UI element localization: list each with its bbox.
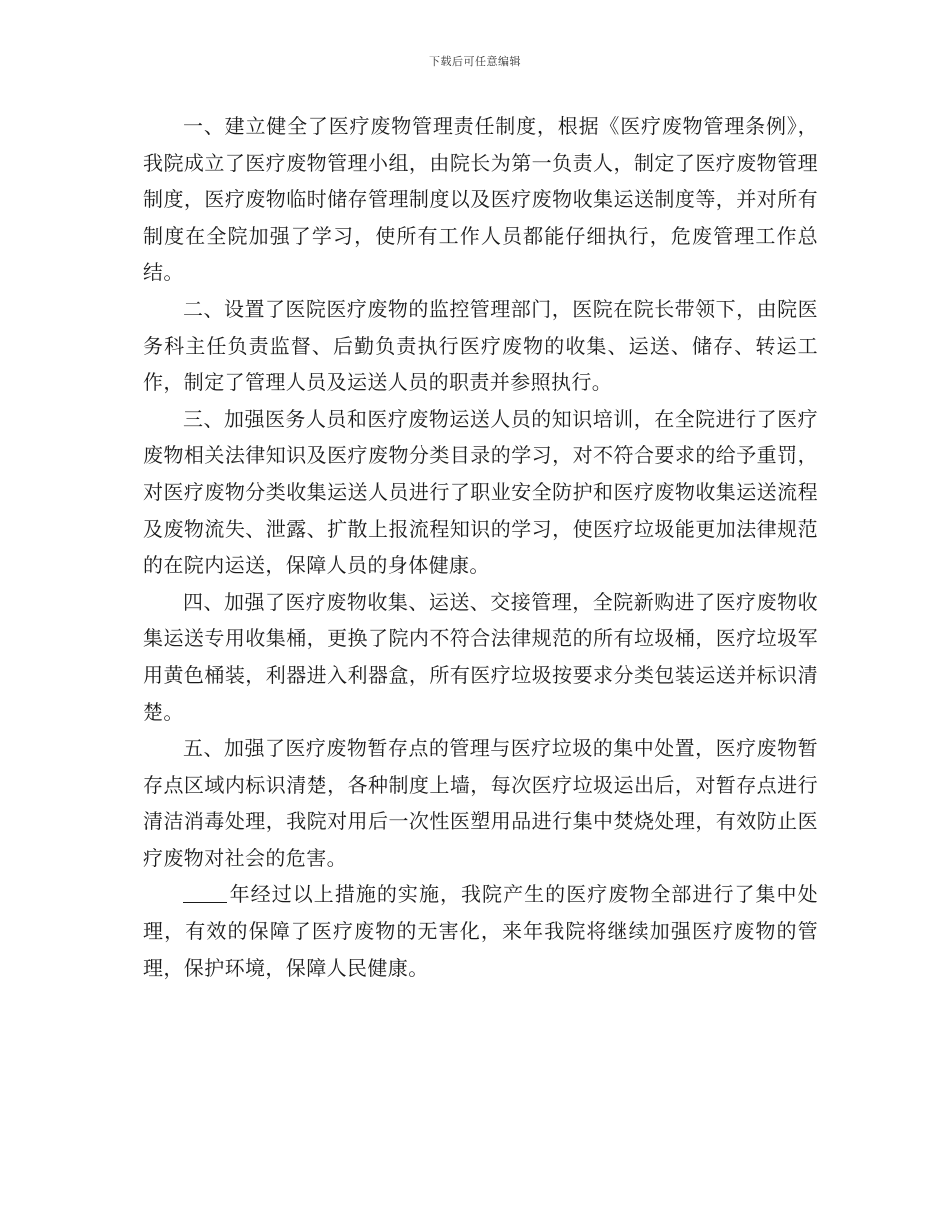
header-note: 下载后可任意编辑	[429, 55, 521, 68]
document-body	[143, 108, 818, 986]
paragraph-4: 四、加强了医疗废物收集、运送、交接管理，全院新购进了医疗废物收集运送专用收集桶，更换了院内不符合法律规范的所有垃圾桶，医疗垃圾军用黄色桶装，利器进入利器盒，所有医疗垃圾按要求分类包装运送并标识清楚。	[143, 589, 818, 724]
closing-text: 年经过以上措施的实施，我院产生的医疗废物全部进行了集中处理，有效的保障了医疗废物的无害化，来年我院将继续加强医疗废物的管理，保护环境，保障人民健康。	[143, 882, 818, 980]
paragraph-2: 二、设置了医院医疗废物的监控管理部门，医院在院长带领下，由院医务科主任负责监督、后勤负责执行医疗废物的收集、运送、储存、转运工作，制定了管理人员及运送人员的职责并参照执行。	[143, 296, 818, 395]
paragraph-5: 五、加强了医疗废物暂存点的管理与医疗垃圾的集中处置，医疗废物暂存点区域内标识清楚，各种制度上墙，每次医疗垃圾运出后，对暂存点进行清洁消毒处理，我院对用后一次性医塑用品进行集中焚烧处理，有效防止医疗废物对社会的危害。	[143, 736, 818, 870]
paragraph-1: 一、建立健全了医疗废物管理责任制度，根据《医疗废物管理条例》，我院成立了医疗废物管理小组，由院长为第一负责人，制定了医疗废物管理制度，医疗废物临时储存管理制度以及医疗废物收集运送制度等，并对所有制度在全院加强了学习，使所有工作人员都能仔细执行，危废管理工作总结。	[143, 114, 818, 285]
year-blank	[183, 882, 227, 903]
paragraph-3: 三、加强医务人员和医疗废物运送人员的知识培训，在全院进行了医疗废物相关法律知识及医疗废物分类目录的学习，对不符合要求的给予重罚，对医疗废物分类收集运送人员进行了职业安全防护和医疗废物收集运送流程及废物流失、泄露、扩散上报流程知识的学习，使医疗垃圾能更加法律规范的在院内运送，保障人员的身体健康。	[143, 406, 818, 578]
closing-paragraph	[143, 876, 818, 986]
